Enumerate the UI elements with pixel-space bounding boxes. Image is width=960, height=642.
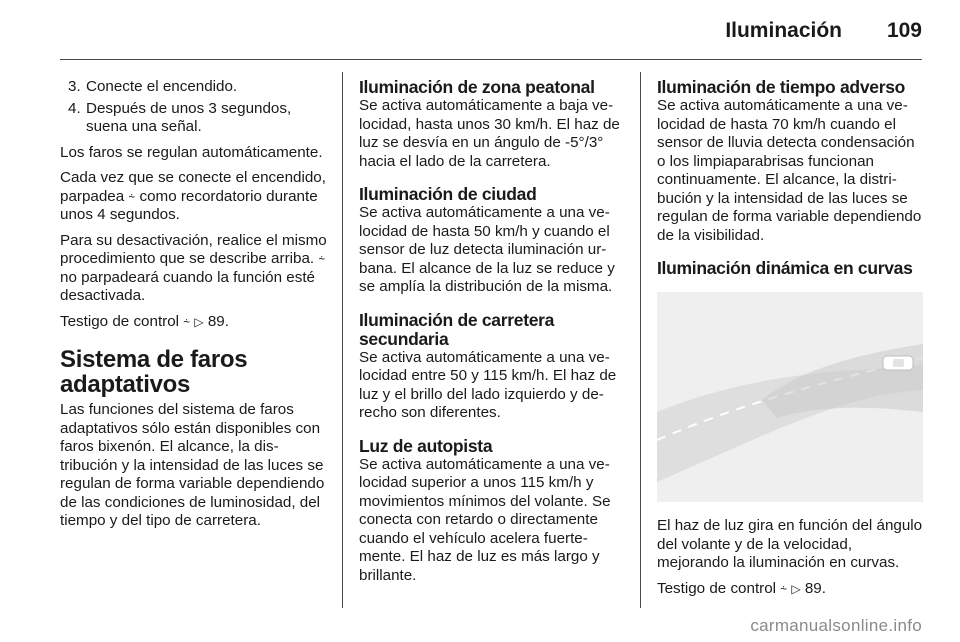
subsection-heading: Iluminación de carretera secundaria	[359, 309, 555, 349]
paragraph: Se activa automáticamente a una velocidad de hasta 50 km/h y cuando el sensor de luz detecta iluminación urbana. El alcance de la luz se reduce y se amplía la distribución de la misma.	[359, 204, 615, 295]
subsection	[359, 311, 623, 423]
paragraph	[60, 232, 328, 306]
page-header	[0, 0, 960, 60]
section-title: Iluminación	[725, 19, 842, 42]
paragraph: Se activa automáticamente a una velocidad superior a unos 115 km/h y movimientos mínimos del volante. Se conecta con retardo o directamente cuando el vehículo acelera fuertemente. El haz de luz es más largo y brillante.	[359, 455, 611, 584]
paragraph: Se activa automáticamente a baja velocidad, hasta unos 30 km/h. El haz de luz se desvía en un ángulo de -5°/3° hacia el lado de la carretera.	[359, 97, 620, 170]
page-reference[interactable]: 89.	[804, 579, 826, 597]
page-reference-arrow-icon: ▷	[791, 581, 801, 596]
subsection	[359, 78, 623, 171]
paragraph-text: como recordatorio durante unos 4 segundos.	[60, 187, 318, 223]
paragraph	[60, 313, 328, 332]
page-number: 109	[886, 19, 922, 42]
subsection-heading: Iluminación de tiempo adverso	[657, 77, 906, 97]
paragraph: Los faros se regulan automáticamente.	[60, 143, 323, 161]
subsection-heading: Luz de autopista	[359, 435, 493, 456]
page-reference-arrow-icon: ▷	[194, 314, 204, 329]
column-middle	[359, 78, 623, 599]
column-divider	[640, 72, 641, 608]
list-item	[60, 78, 328, 97]
step-number: 3.	[68, 78, 81, 95]
step-text: Conecte el encendido.	[86, 78, 238, 95]
paragraph: Se activa automáticamente a una velocidad entre 50 y 115 km/h. El haz de luz y el brillo del lado izquierdo y derecho son diferentes.	[359, 348, 617, 421]
paragraph-text: Para su desactivación, realice el mismo procedimiento que se describe arriba.	[60, 231, 327, 267]
paragraph-text: Cada vez que se conecte el encendido, parpadea	[60, 169, 326, 205]
headlight-indicator-icon: ⸞	[780, 581, 788, 596]
subsection	[359, 437, 623, 586]
list-item	[60, 100, 328, 137]
headlight-indicator-icon: ⸞	[183, 314, 191, 329]
paragraph	[60, 169, 328, 225]
steps-list	[60, 78, 328, 137]
paragraph: Se activa automáticamente a una velocidad de hasta 70 km/h cuando el sensor de lluvia detecta condensación o los limpiaparabrisas funcionan continuamente. El alcance, la distribución y la intensidad de las luces se regulan de forma variable dependiendo de la visibilidad.	[657, 97, 922, 244]
column-divider	[342, 72, 343, 608]
paragraph	[657, 580, 923, 599]
watermark: carmanualsonline.info	[750, 616, 922, 635]
paragraph-text: Testigo de control	[657, 579, 777, 597]
subsection	[359, 185, 623, 297]
page-reference[interactable]: 89.	[207, 312, 229, 330]
paragraph: El haz de luz gira en función del ángulo del volante y de la velocidad, mejorando la iluminación en curvas.	[657, 517, 923, 571]
headlight-indicator-icon: ⸞	[128, 189, 136, 204]
subsection-heading: Iluminación de zona peatonal	[359, 77, 595, 97]
subsection-heading: Iluminación dinámica en curvas	[657, 258, 913, 278]
subsection	[657, 78, 923, 245]
step-number: 4.	[68, 99, 81, 117]
paragraph-text: Testigo de control	[60, 312, 180, 330]
section-heading: Sistema de faros adaptativos	[60, 346, 248, 398]
paragraph: Las funciones del sistema de faros adaptativos sólo están disponibles con faros bixenón. El alcance, la distribución y la intensidad de las luces se regulan de forma variable dependiendo de las condiciones de luminosidad, del tiempo y del tipo de carretera.	[60, 401, 325, 529]
column-right	[657, 78, 923, 605]
curve-lighting-illustration	[657, 292, 923, 502]
subsection-heading: Iluminación de ciudad	[359, 184, 537, 204]
headlight-indicator-icon: ⸞	[318, 252, 326, 266]
curve-road-graphic	[657, 292, 923, 502]
car-shape	[883, 356, 913, 370]
column-left	[60, 78, 328, 538]
step-text: Después de unos 3 segundos, suena una señal.	[86, 99, 292, 135]
paragraph-text: no parpadeará cuando la función esté desactivada.	[60, 268, 316, 304]
header-rule	[60, 59, 922, 60]
